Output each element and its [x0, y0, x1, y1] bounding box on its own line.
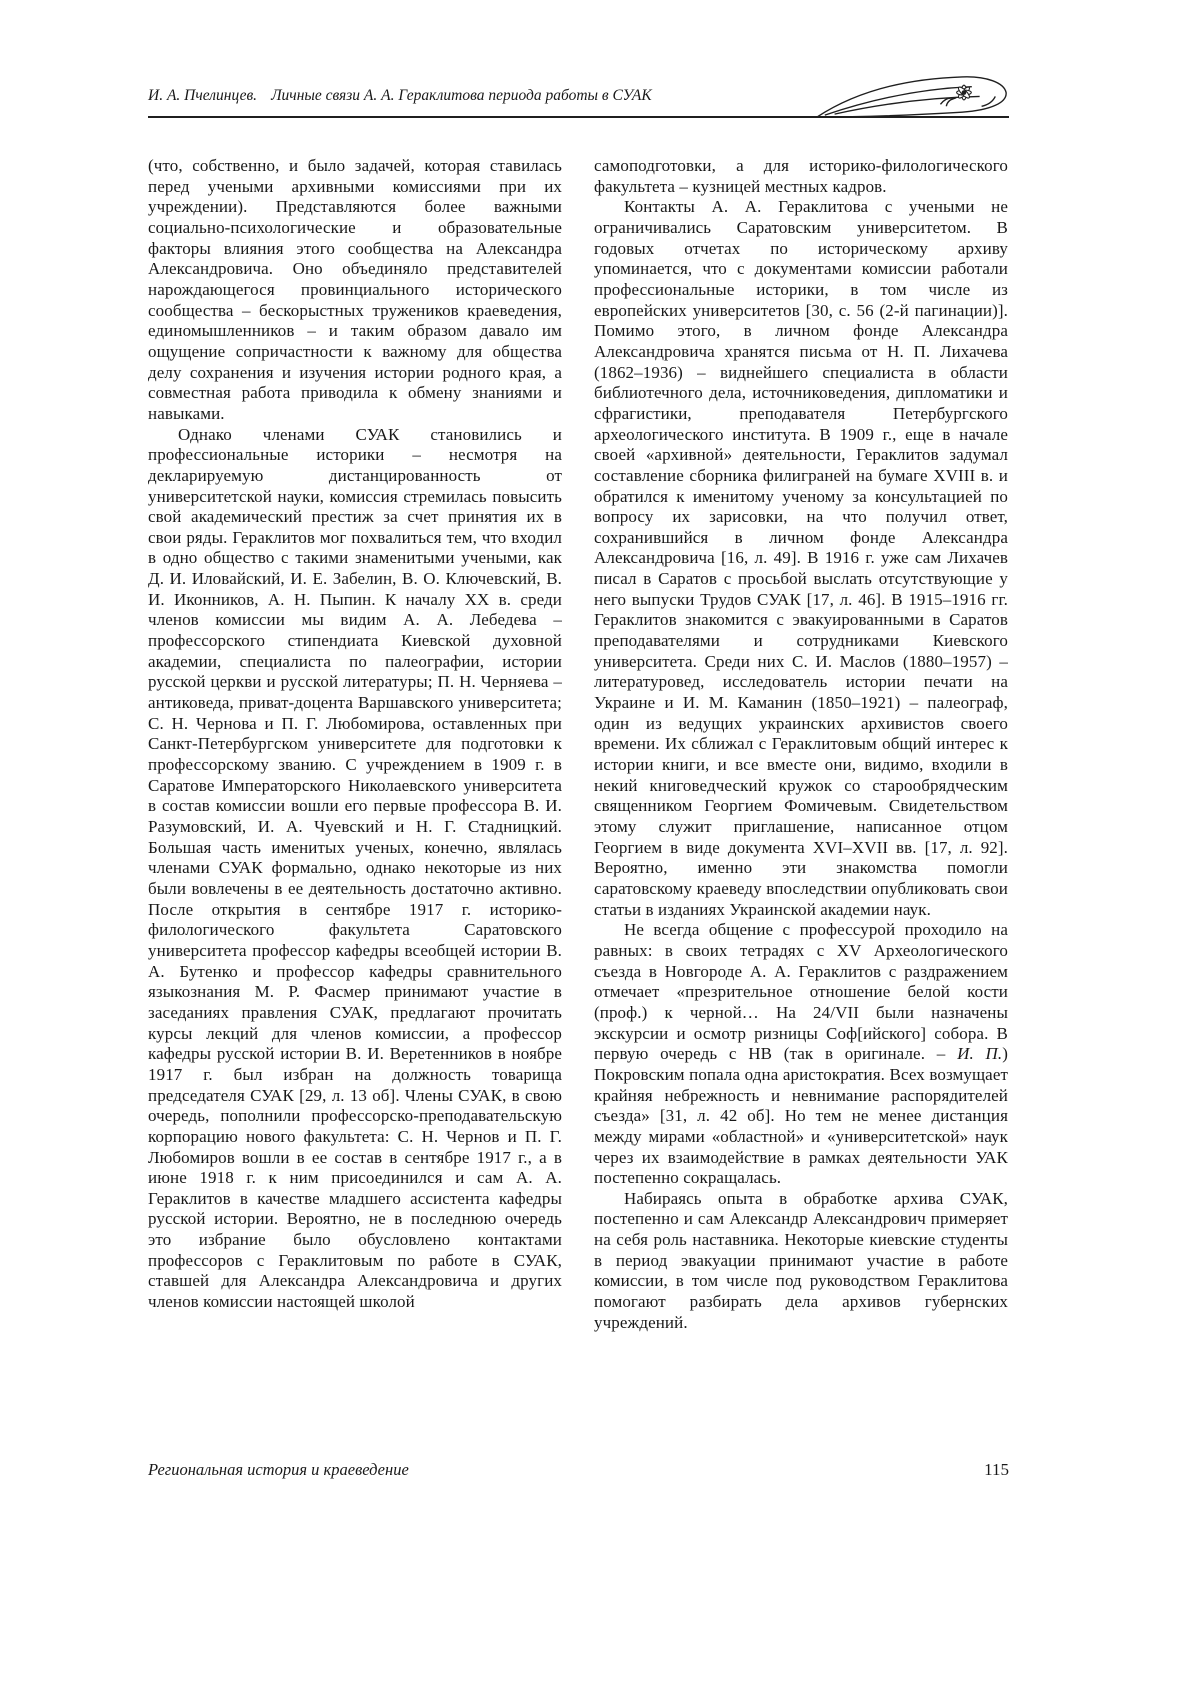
- paragraph: Не всегда общение с профессурой проходило на равных: в своих тетрадях с XV Археологического съезда в Новгороде А. А. Гераклитов с раздражением отмечает «презрительное отношение белой кости (проф.) к черной… На 24/VII были назначены экскурсии и осмотр ризницы Соф[ийского] собора. В первую очередь с НВ (так в оригинале. – И. П.) Покровским попала одна аристократия. Всех возмущает крайняя небрежность и невнимание распорядителей съезда» [31, л. 42 об]. Но тем не менее дистанция между мирами «областной» и «университетской» наук через их взаимодействие в рамках деятельности УАК постепенно сокращалась.: [594, 920, 1008, 1188]
- text-column-right: [594, 156, 1008, 1333]
- paragraph: Набираясь опыта в обработке архива СУАК, постепенно и сам Александр Александрович примеряет на себя роль наставника. Некоторые киевские студенты в период эвакуации принимают участие в работе комиссии, в том числе под руководством Гераклитова помогают разбирать дела архивов губернских учреждений.: [594, 1188, 1008, 1332]
- page-number: 115: [984, 1460, 1009, 1479]
- paragraph: Однако членами СУАК становились и профессиональные историки – несмотря на декларируемую дистанцированность от университетской науки, комиссия стремилась повысить свой академический престиж за счет принятия их в свои ряды. Гераклитов мог похвалиться тем, что входил в одно общество с такими знаменитыми учеными, как Д. И. Иловайский, И. Е. Забелин, В. О. Ключевский, В. И. Иконников, А. Н. Пыпин. К началу XX в. среди членов комиссии мы видим А. А. Лебедева – профессорского стипендиата Киевской духовной академии, специалиста по палеографии, истории русской церкви и русской литературы; П. Н. Черняева – антиковеда, приват-доцента Варшавского университета; С. Н. Чернова и П. Г. Любомирова, оставленных при Санкт-Петербургском университете для подготовки к профессорскому званию. С учреждением в 1909 г. в Саратове Императорского Николаевского университета в состав комиссии вошли его первые профессора В. И. Разумовский, И. А. Чуевский и Н. Г. Стадницкий. Большая часть именитых ученых, конечно, являлась членами СУАК формально, однако некоторые из них были вовлечены в ее деятельность достаточно активно. После открытия в сентябре 1917 г. историко-филологического факультета Саратовского университета профессор кафедры всеобщей истории В. А. Бутенко и профессор кафедры сравнительного языкознания М. Р. Фасмер принимают участие в заседаниях правления СУАК, предлагают прочитать курсы лекций для членов комиссии, а профессор кафедры русской истории В. И. Веретенников в ноябре 1917 г. был избран на должность товарища председателя СУАК [29, л. 13 об]. Члены СУАК, в свою очередь, пополнили профессорско-преподавательскую корпорацию нового факультета: С. Н. Чернов и П. Г. Любомиров вошли в ее состав в сентябре 1917 г., а в июне 1918 г. к ним присоединился и сам А. А. Гераклитов в качестве младшего ассистента кафедры русской истории. Вероятно, не в последнюю очередь это избрание было обусловлено контактами профессоров с Гераклитовым по работе в СУАК, ставшей для Александра Александровича и других членов комиссии настоящей школой: [148, 424, 562, 1312]
- running-head-author: И. А. Пчелинцев.: [148, 87, 258, 104]
- floral-flourish-icon: [815, 71, 1011, 120]
- footer-journal-section: Региональная история и краеведение: [148, 1460, 409, 1479]
- paragraph-continuation: (что, собственно, и было задачей, которая ставилась перед учеными архивными комиссиями при их учреждении). Представляются более важными социально-психологические и образовательные факторы влияния этого сообщества на Александра Александровича. Оно объединяло представителей нарождающегося провинциального исторического сообщества – бескорыстных тружеников краеведения, единомышленников – и таким образом давало им ощущение сопричастности к важному для общества делу сохранения и изучения истории родного края, а совместная работа приводила к обмену знаниями и навыками.: [148, 156, 562, 423]
- page-content: [148, 86, 1009, 1333]
- paragraph-continuation: самоподготовки, а для историко-филологического факультета – кузницей местных кадров.: [594, 156, 1008, 196]
- text-column-left: [148, 156, 562, 1333]
- article-body: [148, 156, 1009, 1333]
- running-head: [148, 86, 1009, 118]
- running-head-title: Личные связи А. А. Гераклитова периода работы в СУАК: [271, 87, 652, 104]
- page-footer: [148, 1460, 1009, 1480]
- paragraph: Контакты А. А. Гераклитова с учеными не ограничивались Саратовским университетом. В годовых отчетах по историческому архиву упоминается, что с документами комиссии работали профессиональные историки, в том числе из европейских университетов [30, с. 56 (2-й пагинации)]. Помимо этого, в личном фонде Александра Александровича хранятся письма от Н. П. Лихачева (1862–1936) – виднейшего специалиста в области библиотечного дела, источниковедения, дипломатики и сфрагистики, преподавателя Петербургского археологического института. В 1909 г., еще в начале своей «архивной» деятельности, Гераклитов задумал составление сборника филиграней на бумаге XVIII в. и обратился к именитому ученому за консультацией по вопросу их зарисовки, на что получил ответ, сохранившийся в личном фонде Александра Александровича [16, л. 49]. В 1916 г. уже сам Лихачев писал в Саратов с просьбой выслать отсутствующие у него выпуски Трудов СУАК [17, л. 46]. В 1915–1916 гг. Гераклитов знакомится с эвакуированными в Саратов преподавателями и сотрудниками Киевского университета. Среди них С. И. Маслов (1880–1957) – литературовед, исследователь истории печати на Украине и И. М. Каманин (1850–1921) – палеограф, один из ведущих украинских архивистов своего времени. Их сближал с Гераклитовым общий интерес к истории книги, и все вместе они, видимо, входили в некий книговедческий кружок со старообрядческим священником Георгием Фомичевым. Свидетельством этому служит приглашение, написанное отцом Георгием в виде документа XVI–XVII вв. [17, л. 92]. Вероятно, именно эти знакомства помогли саратовскому краеведу впоследствии опубликовать свои статьи в изданиях Украинской академии наук.: [594, 197, 1008, 919]
